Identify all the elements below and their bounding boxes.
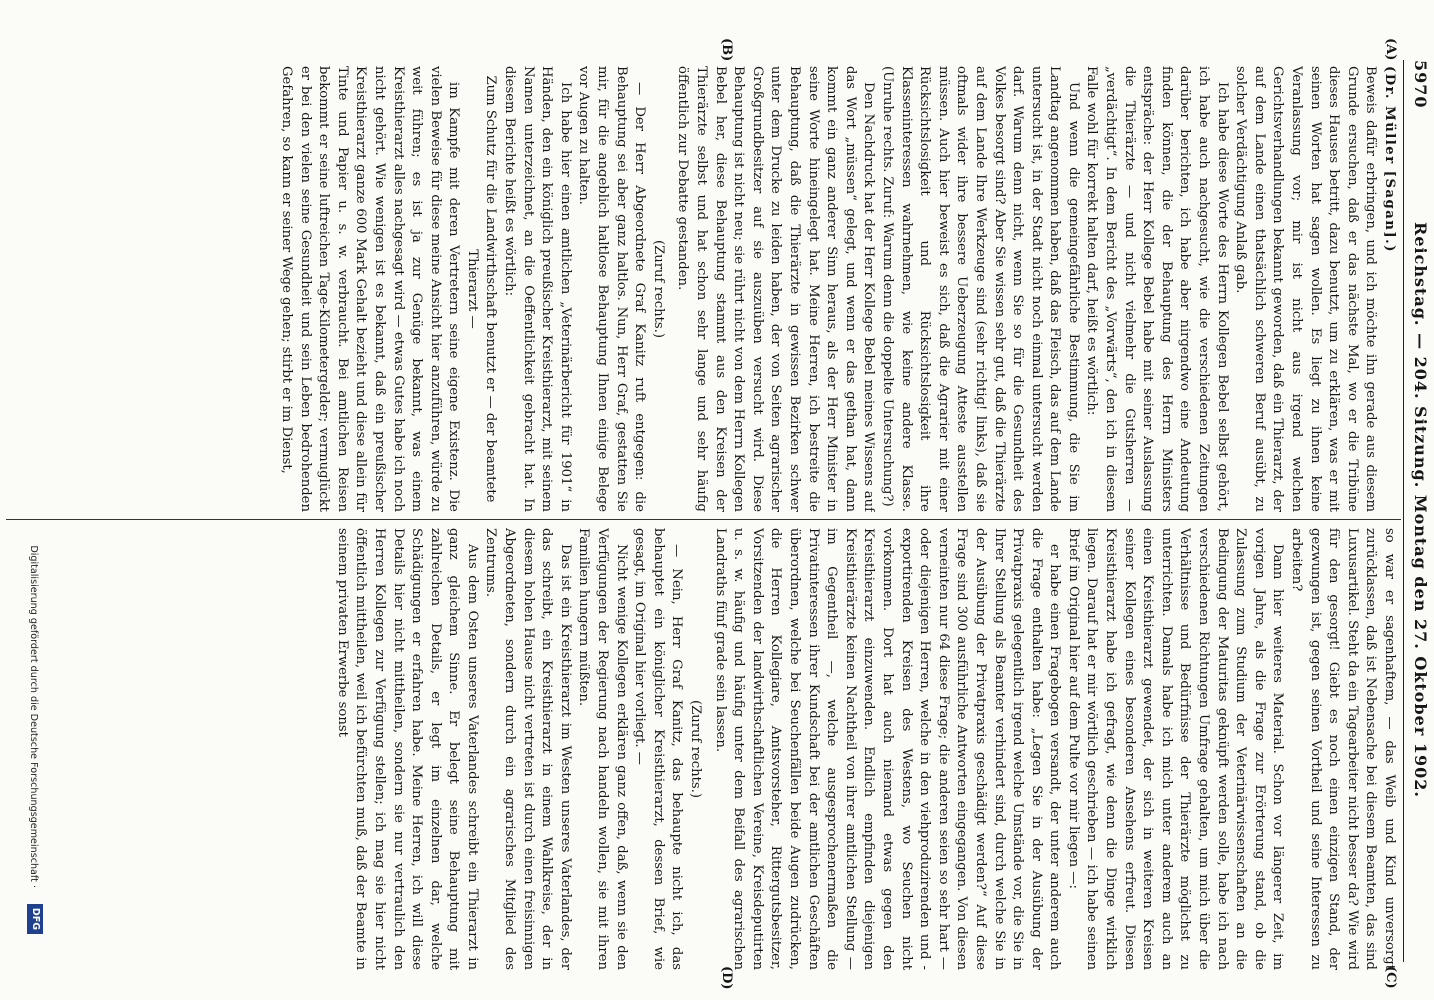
- paragraph: Das ist ein Kreisthierarzt im Westen unseres Vaterlandes, der das schreibt, ein Kreisthierarzt in einem Wahlkreise, der in diesem hohen Hause nicht vertreten ist durch einen freisinnigen Abgeordneten, sondern durch ein agrarisches Mitglied des Zentrums.: [483, 528, 573, 970]
- paragraph: — Der Herr Abgeordnete Graf Kanitz ruft entgegen: die Behauptung sei aber ganz haltlos. Nun, Herr Graf, gestatten Sie mir, für die angeblich haltlose Behauptung Ihnen einige Belege vor Augen zu halten.: [576, 66, 648, 512]
- right-column: [6, 528, 1398, 970]
- paragraph: er habe einen Fragebogen versandt, der unter anderem auch die Frage enthalten habe: „Legen Sie in der Ausübung der Privatpraxis gelegentlich irgend welche Umstände vor, die Sie in Ihrer Stellung als Beamter verhindert sind, durch welche Sie in der Ausübung der Privatpraxis geschädigt werden?“ Auf diese Frage sind 300 ausführliche Antworten eingegangen. Von diesen verneinten nur 64 diese Frage; die anderen seien so sehr hart — oder diejenigen Herren, welche in den viehproduzirenden und -exportirenden Kreisen des Westens, wo Seuchen nicht vorkommen. Dort hat auch niemand etwas gegen den Kreisthierarzt einzuwenden. Endlich empfinden diejenigen Kreisthierärzte keinen Nachtheil von ihrer amtlichen Stellung — im Gegentheil —, welche ausgesprochenermaßen die Privatinteressen ihrer Kundschaft bei der amtlichen Geschäften überordnen, welche bei Seuchenfällen beide Augen zudrücken, die Herren Kollegiare, Amtsvorsteher, Rittergutsbesitzer, Vorsitzenden der landwirthschaftlichen Vereine, Kreisdeputirten u. s. w. häufig und häufig unter dem Beifall des agrarischen Landraths fünf grade sein lassen.: [712, 528, 1063, 970]
- paragraph: im Kampfe mit deren Vertretern seine eigene Existenz. Die vielen Beweise für diese meine Ansicht hier anzuführen, würde zu weit führen; es ist ja zur Genüge bekannt, was einem Kreisthierarzt alles nachgesagt wird — etwas Gutes habe ich noch nicht gehört. Wie wenigen ist es bekannt, daß ein preußischer Kreisthierarzt ganze 600 Mark Gehalt bezieht und diese allein für Tinte und Papier u. s. w. verbraucht. Bei amtlichen Reisen bekommt er seine luftreichen Tage-Kilometergelder; vermuglückt er bei den vielen seine Gesundheit und sein Leben bedrohenden Gefahren, so kann er seiner Wege gehen; stirbt er im Dienst,: [278, 66, 462, 512]
- header-rule: [1403, 60, 1404, 962]
- page-header: [1404, 60, 1430, 960]
- funding-notice: Digitalisierung gefördert durch die Deutsche Forschungsgemeinschaft ·: [28, 545, 39, 888]
- paragraph: Und wenn die gemeingefährliche Bestimmung, die Sie im Landtag angenommen haben, daß das Fleisch, das auf dem Lande untersucht ist, in der Stadt nicht noch einmal untersucht werden darf. Warum denn nicht, wenn Sie so für die Gesundheit des Volkes besorgt sind? Aber Sie wissen sehr gut, daß die Thierärzte auf dem Lande Ihre Werkzeuge sind (sehr richtig! links), daß sie oftmals wider ihre bessere Ueberzeugung Atteste ausstellen müssen. Auch hier beweist es sich, daß die Agrarier mit einer Rücksichtslosigkeit und Rücksichtslosigkeit ihre Klasseninteressen wahrnehmen, wie keine andere Klasse. (Unruhe rechts. Zuruf: Warum denn die doppelte Untersuchung?): [879, 66, 1081, 512]
- page-footer: [9, 8, 49, 998]
- speaker-label: (Dr. Müller [Sagan].): [1382, 66, 1397, 253]
- left-column: [6, 66, 1398, 512]
- margin-marker-d: (D): [719, 966, 734, 990]
- paragraph: Beweis dafür erbringen, und ich möchte ihn gerade aus diesem Grunde ersuchen, daß er das nächste Mal, wo er die Tribüne dieses Hauses betritt, dazu benutzt, um zu erklären, was er mit seinen Worten hat sagen wollen. Es liegt zu ihnen keine Veranlassung vor; mir ist nicht aus irgend welchen Gerichtsverhandlungen bekannt geworden, daß ein Thierarzt, der auf dem Lande einen thatsächlich schweren Beruf ausübt, zu solcher Verdächtigung Anlaß gab.: [1233, 66, 1379, 512]
- page-number: 5970: [1411, 60, 1430, 109]
- paragraph: Dann hier weiteres Material. Schon vor längerer Zeit, im vorigen Jahre, als die Frage zur Erörterung stand, ob die Zulassung zum Studium der Veterinärwissenschaften an die Bedingung der Maturitas geknüpft werden solle, habe ich nach verschiedenen Richtungen Umfrage gehalten, um mich über die Verhältnisse und Bedürfnisse der Thierärzte möglichst zu unterrichten. Damals habe ich mich unter anderem auch an einen Kreisthierarzt gewendet, der sich in weiteren Kreisen seiner Kollegen eines besonderen Ansehens erfreut. Diesen Kreisthierarzt habe ich gefragt, wie denn die Dinge wirklich liegen. Darauf hat er mir wörtlich geschrieben — ich habe seinen Brief im Original hier auf dem Pulte vor mir liegen —:: [1065, 528, 1286, 970]
- interjection: (Zuruf rechts.): [650, 239, 666, 339]
- paragraph: Ich habe hier einen amtlichen „Veterinärbericht für 1901“ in Händen, den ein königlich preußischer Kreisthierarzt, mit seinem Namen unterzeichnet, an die Oeffentlichkeit gebracht hat. In diesem Berichte heißt es wörtlich:: [502, 66, 573, 512]
- paragraph: Aus dem Osten unseres Vaterlandes schreibt ein Thierarzt in ganz gleichem Sinne. Er belegt seine Behauptung mit zahlreichen Details, er legt im einzelnen dar, welche Schädigungen er erfahren habe. Meine Herren, ich will diese Details hier nicht mittheilen, sondern sie nur vertraulich den Herren Kollegen zur Verfügung stellen; ich mag sie hier nicht öffentlich mittheilen, weil ich befürchten muß, daß der Beamte in seinem privaten Erwerbe sonst: [334, 528, 480, 970]
- margin-marker-b: (B): [719, 38, 734, 62]
- paragraph: Ich habe diese Worte des Herrn Kollegen Bebel selbst gehört, ich habe auch nachgesucht, wie die verschiedenen Zeitungen darüber berichten, ich habe aber nirgendwo eine Andeutung finden können, die der Behauptung des Herrn Ministers entspräche: der Herr Kollege Bebel habe mit seiner Auslassung die Thierärzte — und nicht vielmehr die Gutsherren — „verdächtigt“. In dem Bericht des „Vorwärts“, den ich in diesem Falle wohl für korrekt halten darf, heißt es wörtlich:: [1084, 66, 1230, 512]
- running-title: Reichstag. — 204. Sitzung. Montag den 27. Oktober 1902.: [1411, 222, 1430, 798]
- interjection: (Zuruf rechts.): [688, 699, 704, 799]
- margin-marker-a: (A): [1383, 38, 1398, 61]
- margin-marker-c: (C): [1383, 966, 1398, 989]
- paragraph: Den Nachdruck hat der Herr Kollege Bebel meines Wissens auf das Wort „müssen“ gelegt, und wenn er das gethan hat, dann kommt ein ganz anderer Sinn heraus, als der Herr Minister in seine Worte hineingelegt hat. Meine Herren, ich bestreite die Behauptung, daß die Thierärzte in gewissen Bezirken schwer unter dem Drucke zu leiden haben, der von Seiten agrarischer Großgrundbesitzer auf sie auszuüben versucht wird. Diese Behauptung ist nicht neu; sie rührt nicht von dem Herrn Kollegen Bebel her, diese Behauptung stammt aus den Kreisen der Thierärzte selbst und hat schon sehr lange und sehr häufig öffentlich zur Debatte gestanden.: [675, 66, 877, 512]
- quote-heading: Zum Schutz für die Landwirthschaft benutzt er — der beamtete Thierarzt —: [464, 75, 499, 503]
- paragraph: so war er sagenhaftem, — das Weib und Kind unversorgt zurücklassen, daß ist Nebensache bei diesem Beamten, das sind Luxusartikel. Steht da ein Tagearbeiter nicht besser da? Wie wird für den gesorgt! Giebt es noch einen einzigen Stand, der gezwungen ist, gegen seinen Vortheil und seine Interessen zu arbeiten?: [1289, 528, 1397, 970]
- paragraph: — Nein, Herr Graf Kanitz, das behaupte nicht ich, das behauptet ein königlicher Kreisthierarzt, dessen Brief, wie gesagt, im Original hier vorliegt. —: [632, 528, 685, 970]
- column-divider: [6, 519, 1401, 520]
- dfg-logo: DFG: [27, 904, 43, 934]
- paragraph: Nicht wenige Kollegen erklären ganz offen, daß, wenn sie den Verfügungen der Regierung nach handeln wollen, sie mit ihren Familien hungern müßten.: [576, 528, 629, 970]
